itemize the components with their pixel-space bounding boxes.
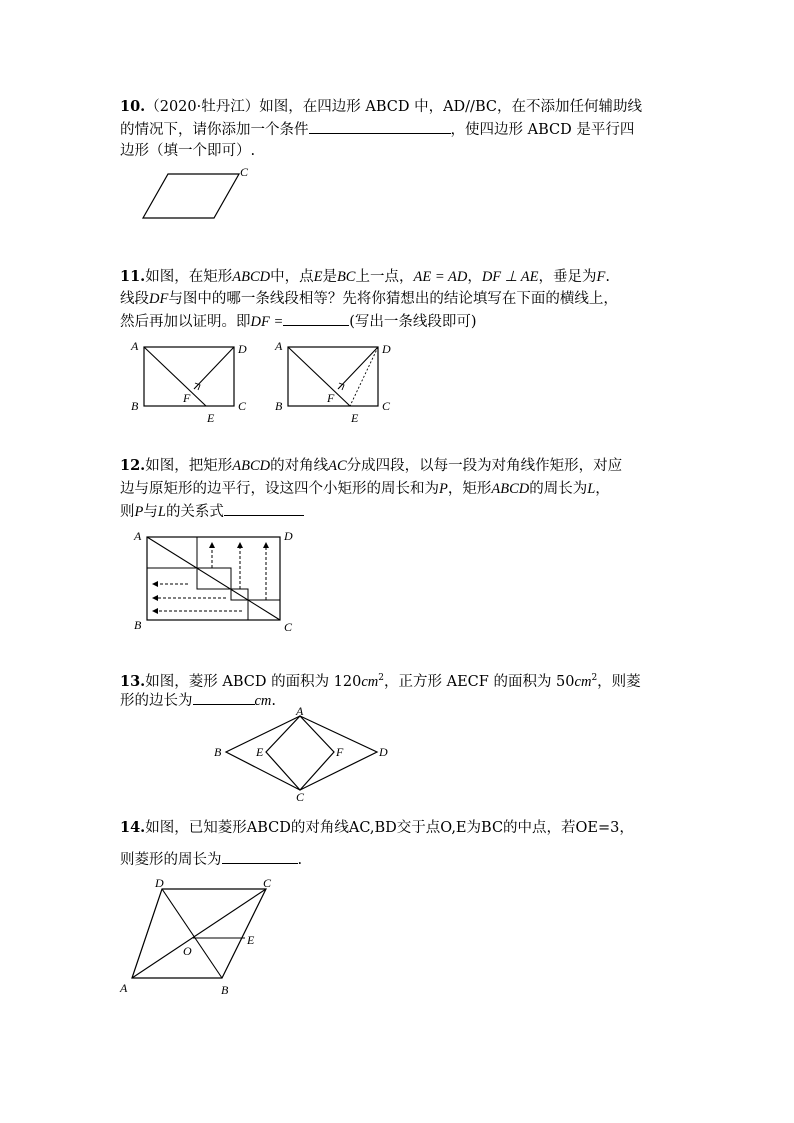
q10-answer-blank[interactable] xyxy=(309,119,451,134)
q14-text-2b: . xyxy=(297,852,303,868)
q11-answer-blank[interactable] xyxy=(283,311,349,326)
q11-e: E xyxy=(313,269,323,285)
q11-line3 xyxy=(120,311,477,332)
q12-abcd: ABCD xyxy=(232,458,271,474)
q10-line3 xyxy=(120,141,255,161)
q12-text-3a: 则 xyxy=(120,504,135,520)
q13-text-1a: 如图，菱形 ABCD 的面积为 120 xyxy=(145,673,362,690)
q11-df-eq: DF = xyxy=(250,314,284,330)
q11-fig1-label-d: D xyxy=(238,342,247,356)
q13-unit-2: cm xyxy=(574,673,592,690)
q14-label-a: A xyxy=(120,981,128,995)
q12-number: 12. xyxy=(120,457,146,474)
q12-p-2: P xyxy=(134,504,144,520)
q11-fig2-line-ae xyxy=(288,347,350,406)
q11-condition-1: AE = AD xyxy=(413,269,468,285)
q10-label-c: C xyxy=(240,165,249,179)
q11-text-1d: 上一点， xyxy=(355,269,414,285)
q11-fig1-label-b: B xyxy=(131,399,139,413)
q14-label-o: O xyxy=(183,944,192,958)
q12-text-1a: 如图，把矩形 xyxy=(145,458,233,474)
q11-fig2-label-a: A xyxy=(275,339,283,353)
q14-line1 xyxy=(120,818,634,838)
q10-line1 xyxy=(120,97,642,117)
q11-figure-2 xyxy=(272,338,402,428)
q11-sep: ， xyxy=(467,269,482,285)
q11-text-1c: 是 xyxy=(322,269,337,285)
q11-text-1e: ，垂足为 xyxy=(538,269,597,285)
q11-text-2b: 与图中的哪一条线段相等？先将你猜想出的结论填写在下面的横线上， xyxy=(168,291,618,307)
q11-text-1f: . xyxy=(605,269,610,285)
q14-text-1: 如图，已知菱形ABCD的对角线AC,BD交于点O,E为BC的中点，若OE=3， xyxy=(145,820,634,836)
q13-line1 xyxy=(120,668,641,692)
q11-fig2-label-d: D xyxy=(382,342,391,356)
q11-fig2-label-b: B xyxy=(275,399,283,413)
q13-label-a: A xyxy=(296,704,304,718)
q11-line1 xyxy=(120,267,610,287)
q12-text-2b: ，矩形 xyxy=(447,481,492,497)
q14-diagonal-ac xyxy=(132,889,266,978)
q11-line2 xyxy=(120,289,618,309)
q13-unit-3: cm xyxy=(254,693,272,709)
q13-label-f: F xyxy=(336,745,344,759)
q12-line3 xyxy=(120,501,304,522)
q11-abcd: ABCD xyxy=(232,269,271,285)
q14-text-2a: 则菱形的周长为 xyxy=(120,852,222,868)
q12-text-1c: 分成四段，以每一段为对角线作矩形，对应 xyxy=(346,458,623,474)
q14-label-b: B xyxy=(221,983,229,997)
q11-fig2-line-df xyxy=(338,347,378,389)
q12-label-b: B xyxy=(134,618,142,632)
q14-label-c: C xyxy=(263,876,272,890)
q11-condition-2: DF ⊥ AE xyxy=(481,269,539,285)
q11-text-3a: 然后再加以证明。即 xyxy=(120,314,251,330)
q13-sup-1: 2 xyxy=(378,673,385,683)
q11-figure-1 xyxy=(128,338,258,428)
q12-diagonal-ac xyxy=(147,537,280,620)
q11-fig2-label-c: C xyxy=(382,399,391,413)
q12-line1 xyxy=(120,456,622,476)
q13-figure xyxy=(210,706,395,803)
q13-label-c: C xyxy=(296,790,305,804)
q13-text-2a: 形的边长为 xyxy=(120,693,193,709)
q11-fig1-label-a: A xyxy=(131,339,139,353)
q12-text-3b: 与 xyxy=(143,504,158,520)
q11-fig2-dotted-de xyxy=(350,347,378,406)
q11-text-2a: 线段 xyxy=(120,291,149,307)
q11-text-1a: 如图，在矩形 xyxy=(145,269,233,285)
q13-text-1c: ，则菱 xyxy=(597,673,641,690)
q12-ac: AC xyxy=(328,458,347,474)
q13-label-e: E xyxy=(256,745,264,759)
q13-number: 13. xyxy=(120,672,146,690)
q11-text-3b: (写出一条线段即可) xyxy=(349,314,477,330)
q12-figure xyxy=(130,528,300,636)
q11-fig2-label-f: F xyxy=(327,391,335,405)
q13-unit-1: cm xyxy=(361,673,379,690)
q11-fig1-line-ae xyxy=(144,347,206,406)
q11-number: 11. xyxy=(120,268,146,285)
q10-text-3: 边形（填一个即可）. xyxy=(120,143,256,159)
q13-answer-blank[interactable] xyxy=(193,690,255,705)
q12-label-d: D xyxy=(284,529,293,543)
q14-figure xyxy=(115,872,290,999)
q12-text-2d: ， xyxy=(595,481,610,497)
q13-sup-2: 2 xyxy=(591,673,598,683)
q10-parallelogram-figure xyxy=(140,165,250,225)
q10-text-1: （2020·牡丹江）如图，在四边形 ABCD 中，AD//BC，在不添加任何辅助线 xyxy=(145,99,642,115)
q11-df: DF xyxy=(149,291,169,307)
q12-answer-blank[interactable] xyxy=(224,501,304,516)
q11-fig1-line-df xyxy=(194,347,234,389)
q13-label-d: D xyxy=(379,745,388,759)
q11-f: F xyxy=(596,269,606,285)
q14-label-d: D xyxy=(155,876,164,890)
q12-line2 xyxy=(120,479,610,499)
q11-text-1b: 中，点 xyxy=(270,269,314,285)
q11-bc: BC xyxy=(336,269,356,285)
q11-fig1-label-c: C xyxy=(238,399,247,413)
q14-label-e: E xyxy=(247,933,255,947)
q13-rhombus xyxy=(226,716,377,790)
q13-text-2b: . xyxy=(271,693,277,709)
q12-l: L xyxy=(587,481,596,497)
q12-p: P xyxy=(439,481,448,497)
q10-text-2a: 的情况下，请你添加一个条件 xyxy=(120,122,309,138)
q14-answer-blank[interactable] xyxy=(222,849,298,864)
q10-text-2b: ，使四边形 ABCD 是平行四 xyxy=(450,122,635,138)
q12-l-2: L xyxy=(157,504,166,520)
q10-number: 10. xyxy=(120,98,146,115)
q10-parallelogram xyxy=(143,174,239,218)
q14-diagonal-bd xyxy=(162,889,222,978)
q14-line2 xyxy=(120,849,302,870)
q12-label-a: A xyxy=(134,529,142,543)
q13-label-b: B xyxy=(214,745,222,759)
q11-fig1-label-e: E xyxy=(207,411,215,425)
q12-text-3c: 的关系式 xyxy=(165,504,224,520)
q14-number: 14. xyxy=(120,819,146,836)
q12-label-c: C xyxy=(284,620,293,634)
q12-text-2c: 的周长为 xyxy=(529,481,588,497)
q12-abcd-2: ABCD xyxy=(491,481,530,497)
q11-fig1-label-f: F xyxy=(183,391,191,405)
q10-line2 xyxy=(120,119,634,140)
q12-text-2a: 边与原矩形的边平行，设这四个小矩形的周长和为 xyxy=(120,481,439,497)
q13-text-1b: ，正方形 AECF 的面积为 50 xyxy=(384,673,575,690)
q11-fig2-label-e: E xyxy=(351,411,359,425)
q12-text-1b: 的对角线 xyxy=(270,458,329,474)
